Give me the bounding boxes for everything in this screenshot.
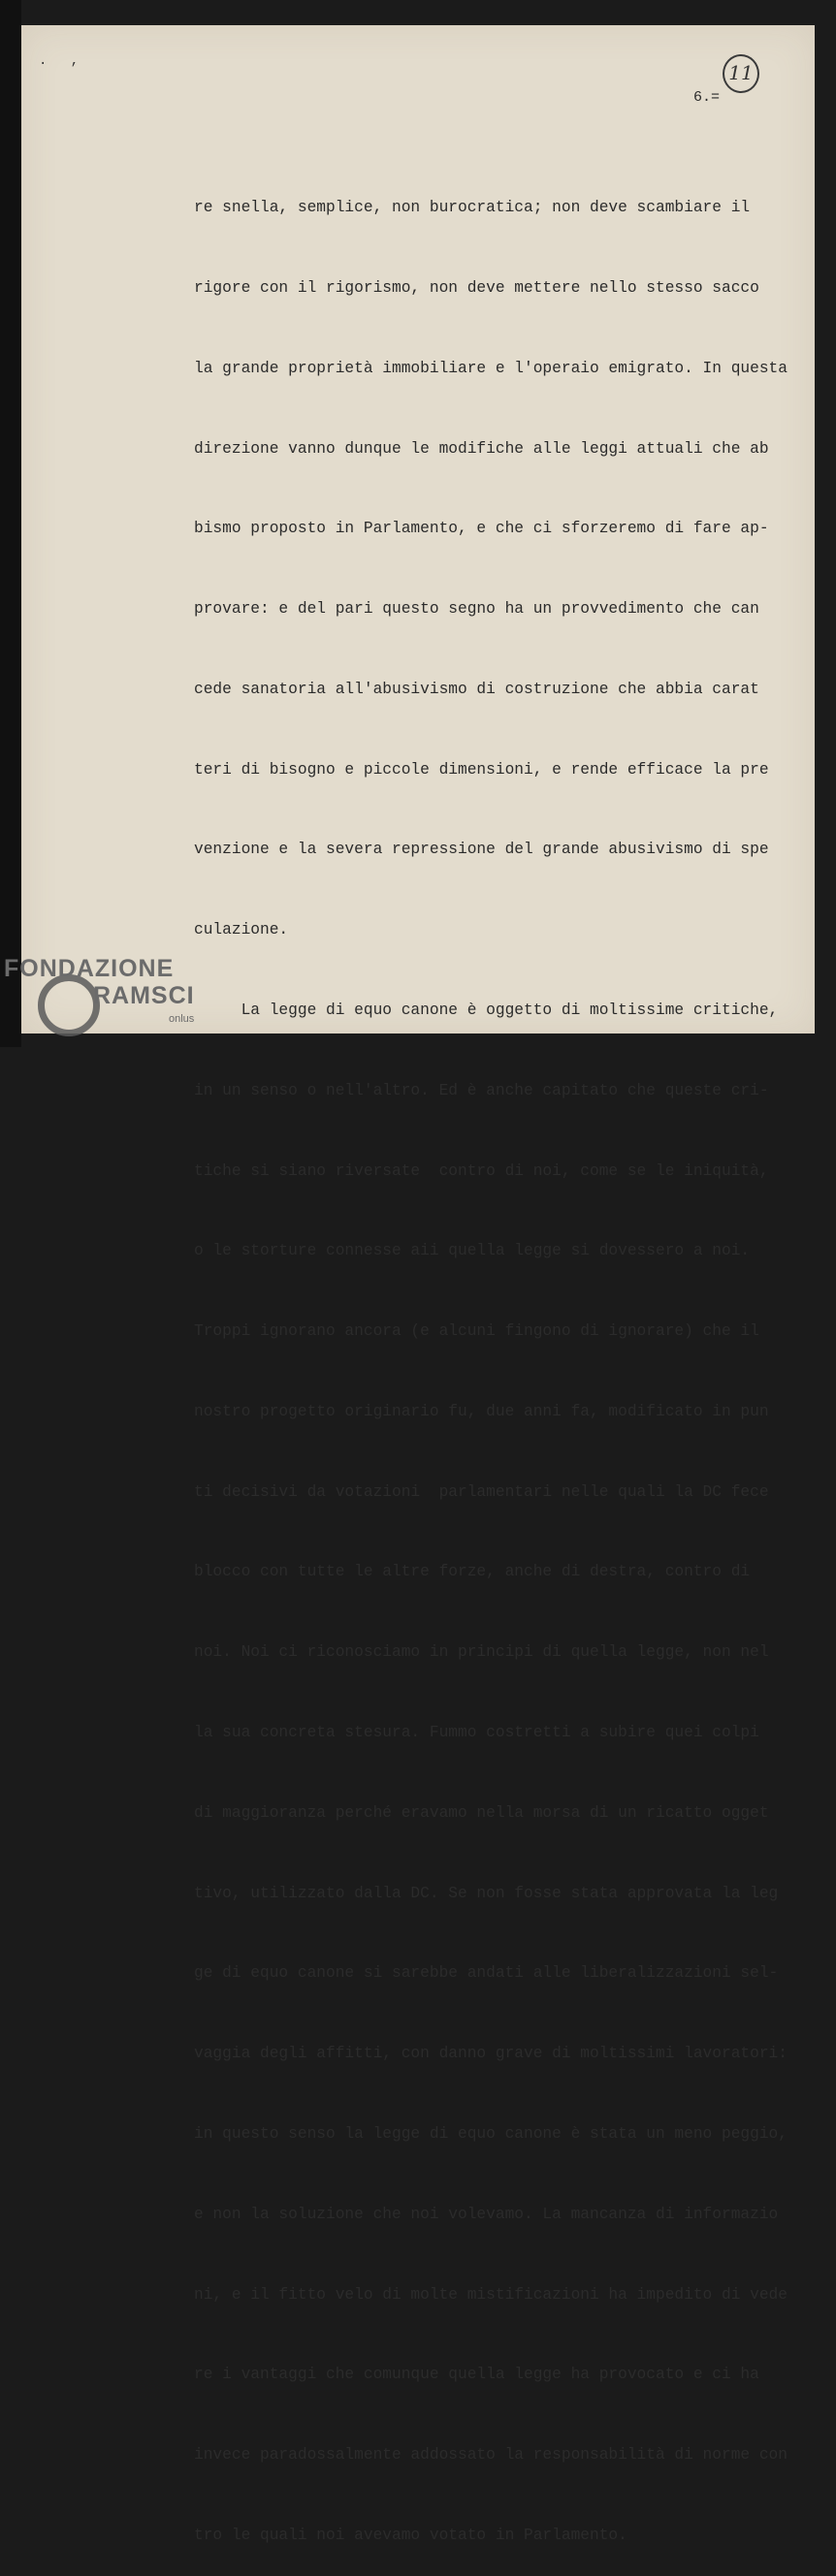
text-line: venzione e la severa repressione del grande abusivismo di spe [194, 841, 769, 859]
text-line: re i vantaggi che comunque quella legge ha provocato e ci ha [194, 2366, 759, 2384]
text-line: la sua concreta stesura. Fummo costretti a subire quei colpi [194, 1724, 759, 1742]
margin-marks: . , [39, 53, 87, 69]
document-body [194, 142, 795, 2576]
text-line: e non la soluzione che noi volevamo. La mancanza di informazio [194, 2205, 779, 2223]
text-line: invece paradossalmente addossato la responsabilità di norme con [194, 2446, 788, 2465]
text-line: direzione vanno dunque le modifiche alle leggi attuali che ab [194, 439, 769, 458]
text-line: culazione. [194, 921, 289, 939]
text-line: vaggia degli affitti, con danno grave di moltissimi lavoratori: [194, 2045, 788, 2063]
watermark-suffix: onlus [169, 1013, 195, 1025]
text-line: ni, e il fitto velo di molte mistificazioni ha impedito di vede [194, 2285, 788, 2304]
text-line: bismo proposto in Parlamento, e che ci sforzeremo di fare ap- [194, 520, 769, 538]
text-line: la grande proprietà immobiliare e l'operaio emigrato. In questa [194, 359, 788, 377]
scan-edge [0, 0, 21, 1047]
text-line: in questo senso la legge di equo canone è stata un meno peggio, [194, 2124, 788, 2143]
text-line: Troppi ignorano ancora (e alcuni fingono di ignorare) che il [194, 1322, 759, 1341]
text-line: blocco con tutte le altre forze, anche di destra, contro di [194, 1563, 751, 1581]
text-line: tiche si siano riversate contro di noi, come se le iniquità, [194, 1161, 769, 1180]
text-line: ti decisivi da votazioni parlamentari nelle quali la DC fece [194, 1482, 769, 1501]
text-line: tro le quali noi avevamo votato in Parlamento. [194, 2526, 627, 2544]
page-number: 6.= [693, 89, 721, 106]
text-line: re snella, semplice, non burocratica; non deve scambiare il [194, 199, 751, 217]
text-line: di maggioranza perché eravamo nella morsa di un ricatto ogget [194, 1803, 769, 1822]
text-line: o le storture connesse aii quella legge si dovessero a noi. [194, 1242, 751, 1260]
archive-number-stamp: 11 [723, 54, 759, 93]
text-line: provare: e del pari questo segno ha un provvedimento che can [194, 600, 759, 619]
text-line: cede sanatoria all'abusivismo di costruzione che abbia carat [194, 680, 759, 698]
text-line: La legge di equo canone è oggetto di moltissime critiche, [194, 1002, 779, 1019]
fondazione-gramsci-watermark [4, 955, 227, 1042]
text-line: nostro progetto originario fu, due anni fa, modificato in pun [194, 1402, 769, 1420]
watermark-line2: RAMSCI [93, 982, 195, 1009]
text-line: noi. Noi ci riconosciamo in principi di quella legge, non nel [194, 1643, 769, 1662]
text-line: in un senso o nell'altro. Ed è anche capitato che queste cri- [194, 1081, 769, 1099]
text-line: teri di bisogno e piccole dimensioni, e rende efficace la pre [194, 760, 769, 779]
g-logo-icon [38, 974, 100, 1036]
text-line: rigore con il rigorismo, non deve mettere nello stesso sacco [194, 278, 759, 297]
text-line: ge di equo canone si sarebbe andati alle liberalizzazioni sel- [194, 1964, 779, 1983]
text-line: tivo, utilizzato dalla DC. Se non fosse stata approvata la leg [194, 1884, 779, 1902]
watermark-line1: FONDAZIONE [4, 955, 175, 982]
